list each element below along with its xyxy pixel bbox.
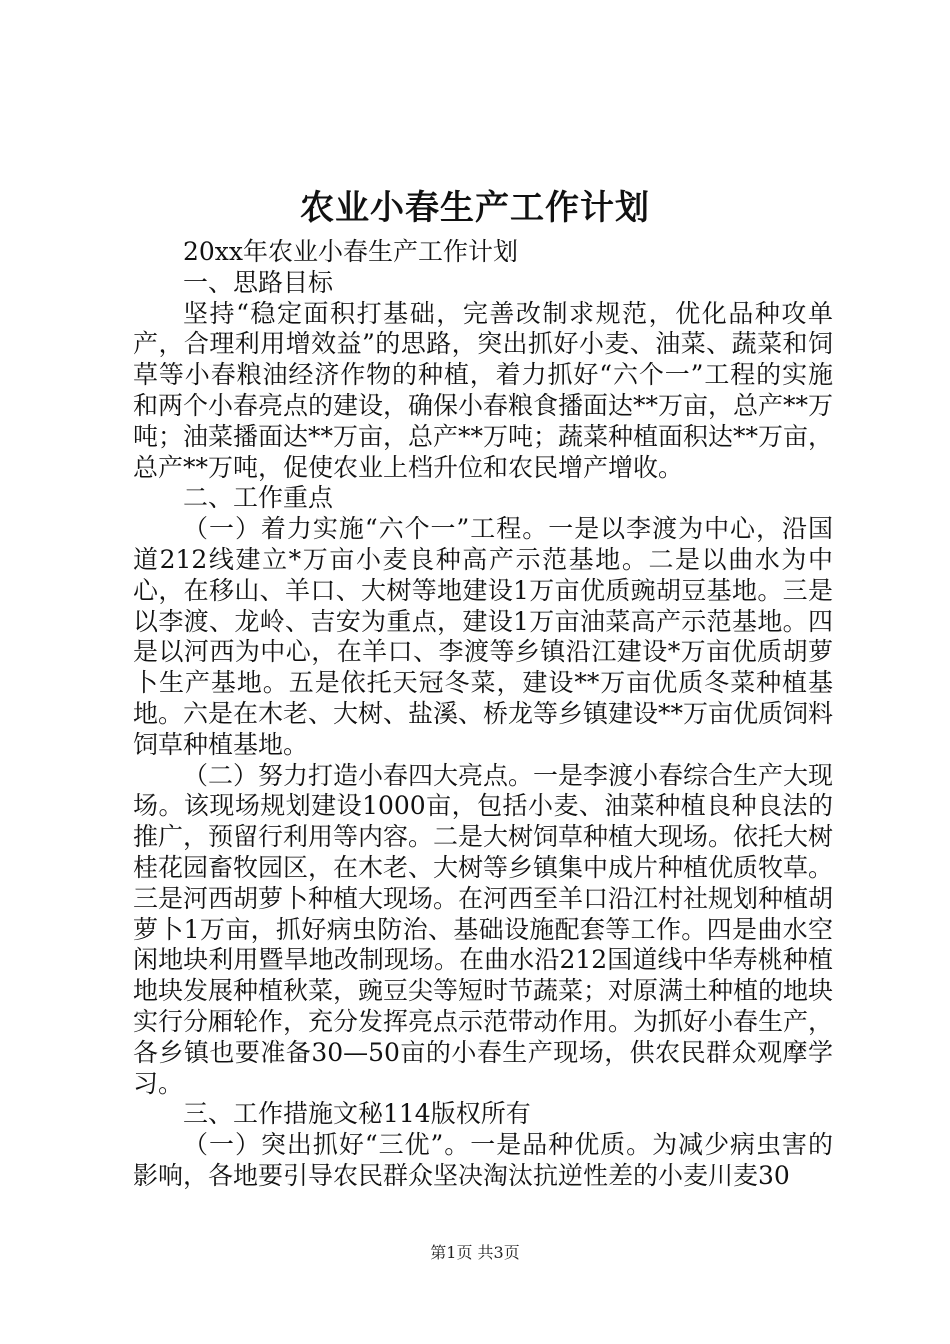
section-heading-2: 二、工作重点 [183,483,334,513]
document-title: 农业小春生产工作计划 [300,188,650,228]
page-footer: 第1页 共3页 [430,1243,520,1262]
plan-subtitle: 20xx年农业小春生产工作计划 [183,237,519,266]
section-heading-3: 三、工作措施文秘114版权所有 [183,1099,531,1129]
paragraph-six-projects: （一）着力实施“六个一”工程。一是以李渡为中心，沿国道212线建立*万亩小麦良种高产示范基地。二是以曲水为中心，在移山、羊口、大树等地建设1万亩优质豌胡豆基地。三是以李渡、龙岭、吉安为重点，建设1万亩油菜高产示范基地。四是以河西为中心，在羊口、李渡等乡镇沿江建设*万亩优质胡萝卜生产基地。五是依托天冠冬菜，建设**万亩优质冬菜种植基地。六是在木老、大树、盐溪、桥龙等乡镇建设**万亩优质饲料饲草种植基地。 [133,514,834,759]
document-body [133,237,833,1192]
paragraph-four-highlights: （二）努力打造小春四大亮点。一是李渡小春综合生产大现场。该现场规划建设1000亩，包括小麦、油菜种植良种良法的推广，预留行利用等内容。二是大树饲草种植大现场。依托大树桂花园畜牧园区，在木老、大树等乡镇集中成片种植优质牧草。三是河西胡萝卜种植大现场。在河西至羊口沿江村社规划种植胡萝卜1万亩，抓好病虫防治、基础设施配套等工作。四是曲水空闲地块利用暨旱地改制现场。在曲水沿212国道线中华寿桃种植地块发展种植秋菜，豌豆尖等短时节蔬菜；对原满土种植的地块实行分厢轮作，充分发挥亮点示范带动作用。为抓好小春生产，各乡镇也要准备30—50亩的小春生产现场，供农民群众观摩学习。 [133,760,834,1098]
paragraph-three-optimal: （一）突出抓好“三优”。一是品种优质。为减少病虫害的影响，各地要引导农民群众坚决淘汰抗逆性差的小麦川麦30 [133,1130,833,1190]
paragraph-goals: 坚持“稳定面积打基础，完善改制求规范，优化品种攻单产，合理利用增效益”的思路，突出抓好小麦、油菜、蔬菜和饲草等小春粮油经济作物的种植，着力抓好“六个一”工程的实施和两个小春亮点的建设，确保小春粮食播面达**万亩，总产**万吨；油菜播面达**万亩，总产**万吨；蔬菜种植面积达**万亩，总产**万吨，促使农业上档升位和农民增产增收。 [133,298,834,482]
section-heading-1: 一、思路目标 [183,267,334,297]
